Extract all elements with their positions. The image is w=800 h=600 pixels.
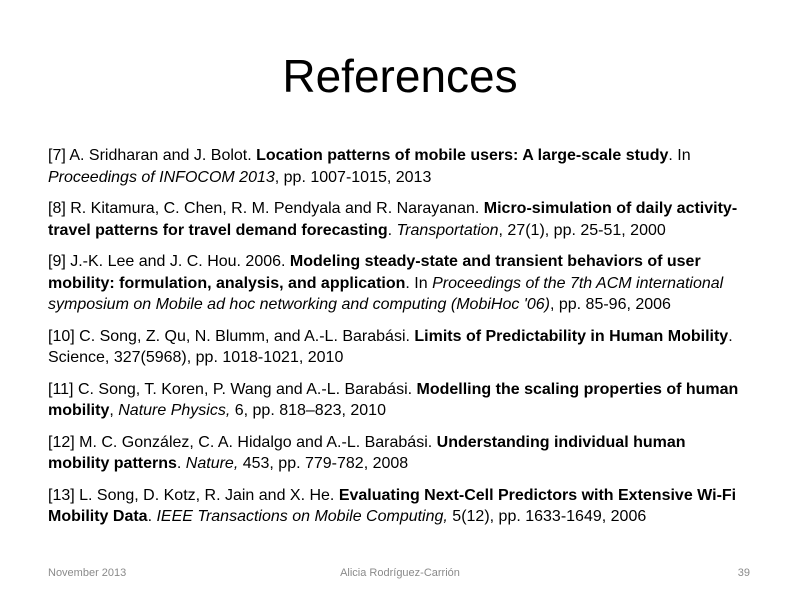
reference-venue: Proceedings of the 7th ACM international symposium on Mobile ad hoc networking and computing (MobiHoc '06)	[48, 274, 724, 313]
reference-title: Modelling the scaling properties of human mobility	[48, 380, 739, 419]
reference-authors: [7] A. Sridharan and J. Bolot.	[48, 147, 257, 164]
reference-authors: [11] C. Song, T. Koren, P. Wang and A.-L. Barabási.	[48, 380, 417, 398]
reference-item	[48, 485, 748, 528]
reference-item	[48, 326, 748, 369]
reference-connector: ,	[109, 402, 119, 419]
reference-item	[48, 198, 748, 241]
footer-date: November 2013	[48, 567, 127, 579]
reference-title: Understanding individual human mobility patterns	[48, 433, 686, 472]
reference-connector: . In	[405, 274, 433, 292]
reference-connector: . Science, 327(5968), pp. 1018-1021, 2010	[48, 327, 733, 366]
slide-title: References	[282, 50, 518, 102]
reference-connector: .	[387, 221, 397, 239]
reference-authors: [12] M. C. González, C. A. Hidalgo and A.-L. Barabási.	[48, 433, 437, 451]
reference-title: Micro-simulation of daily activity-travel patterns for travel demand forecasting	[48, 200, 738, 239]
reference-item	[48, 145, 748, 188]
reference-details: , pp. 1007-1015, 2013	[274, 168, 432, 186]
reference-title: Limits of Predictability in Human Mobility	[414, 327, 729, 345]
reference-item	[48, 432, 748, 475]
reference-venue: IEEE Transactions on Mobile Computing,	[156, 508, 448, 525]
reference-venue: Proceedings of INFOCOM 2013	[48, 168, 275, 186]
reference-item	[48, 379, 748, 422]
reference-details: 453, pp. 779-782, 2008	[238, 455, 409, 472]
reference-connector: .	[176, 455, 186, 472]
reference-authors: [8] R. Kitamura, C. Chen, R. M. Pendyala and R. Narayanan.	[48, 200, 484, 217]
reference-authors: [10] C. Song, Z. Qu, N. Blumm, and A.-L. Barabási.	[48, 327, 415, 345]
footer-author: Alicia Rodríguez-Carrión	[340, 567, 460, 579]
reference-title: Location patterns of mobile users: A large-scale study	[256, 147, 669, 164]
reference-authors: [13] L. Song, D. Kotz, R. Jain and X. He.	[48, 486, 339, 504]
reference-venue: Nature Physics,	[118, 402, 231, 419]
reference-details: , 27(1), pp. 25-51, 2000	[498, 221, 666, 239]
reference-connector: .	[147, 508, 157, 525]
reference-list	[48, 145, 748, 538]
reference-title: Modeling steady-state and transient behaviors of user mobility: formulation, analysis, and application	[48, 253, 701, 292]
reference-connector: . In	[668, 147, 691, 164]
reference-venue: Nature,	[185, 455, 239, 472]
reference-authors: [9] J.-K. Lee and J. C. Hou. 2006.	[48, 253, 290, 270]
reference-title: Evaluating Next-Cell Predictors with Extensive Wi-Fi Mobility Data	[48, 486, 737, 525]
reference-item	[48, 251, 748, 316]
reference-details: 5(12), pp. 1633-1649, 2006	[447, 508, 647, 525]
reference-details: , pp. 85-96, 2006	[549, 296, 671, 313]
page-number: 39	[737, 567, 750, 579]
reference-venue: Transportation	[396, 221, 499, 239]
reference-details: 6, pp. 818–823, 2010	[230, 402, 386, 419]
